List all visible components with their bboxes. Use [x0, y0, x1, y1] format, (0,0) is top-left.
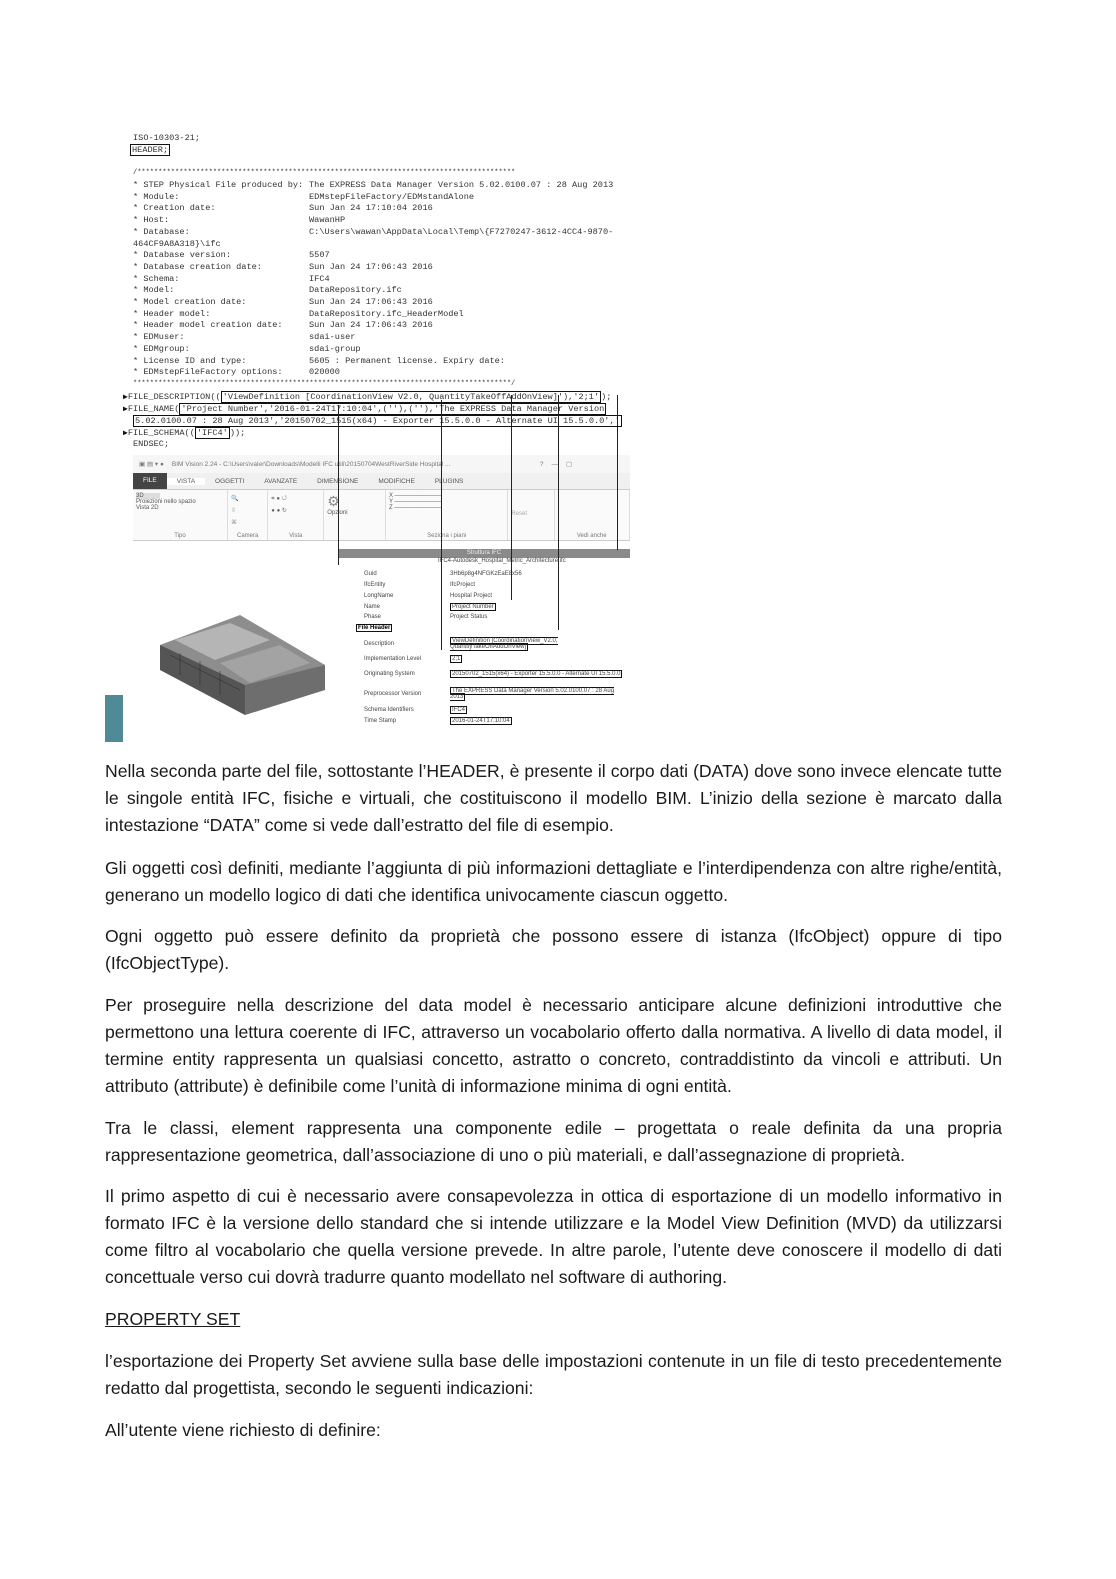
property-value: Hospital Project [450, 592, 493, 599]
entry-key: * Model creation date: [133, 297, 247, 308]
ribbon [133, 490, 630, 541]
paragraph-properties: Ogni oggetto può essere definito da proprietà che possono essere di istanza (IfcObject) oppure di tipo (IfcObjectType). [105, 926, 1002, 973]
group-seziona [386, 490, 508, 540]
group-camera [228, 490, 268, 540]
code-header-entry [133, 203, 613, 215]
entry-key: * Database version: [133, 250, 231, 261]
entry-key: * Module: [133, 191, 180, 202]
code-file-description: FILE_DESCRIPTION(( [127, 392, 221, 402]
property-value: 20150702_1515(x64) - Exporter 15.5.0.0 - Alternate UI 15.5.0.0 [452, 671, 621, 678]
tree-row[interactable] [338, 715, 630, 726]
property-label: LongName [364, 592, 394, 599]
entry-key: * Header model creation date: [133, 320, 283, 331]
title-bar [133, 455, 630, 473]
paragraph-definitions: Per proseguire nella descrizione del data model è necessario anticipare alcune definizioni introduttive che permettono una lettura coerente di IFC, attraverso un vocabolario offerto dalla normativa. A livello di data model, il termine entity rappresenta un qualsiasi concetto, astratto o concreto, contraddistinto da vincoli e attributi. Un attributo (attribute) è definibile come l’unità di informazione minima di ogni entità. [105, 995, 1002, 1096]
entry-key: * STEP Physical File produced by: [133, 180, 304, 190]
arrow-icon: ▶ [123, 429, 128, 438]
code-file-name-value-2: 5.02.0100.07 : 28 Aug 2013','20150702_1515(x64) - Exporter 15.5.0.0 - Alternate UI 15.5.0.0',' [135, 416, 620, 426]
group-label: Vedi anche [576, 533, 607, 539]
property-value: 2;1 [452, 655, 461, 662]
property-value: IFC4 [452, 706, 466, 713]
slider-y[interactable]: Y ─────────── [388, 499, 442, 505]
tab-file[interactable]: FILE [133, 473, 167, 489]
entry-key: * License ID and type: [133, 355, 247, 366]
property-value: The EXPRESS Data Manager Version 5.02.0100.07 : 28 Aug 2013 [450, 688, 615, 701]
group-vista [268, 490, 324, 540]
entry-value: Sun Jan 24 17:10:04 2016 [309, 203, 433, 214]
tree-file[interactable]: IFC4-Autodesk_Hospital_Metric_Architecture.ifc [438, 558, 566, 564]
group-label: Vista [289, 533, 303, 539]
code-punct: )); [229, 428, 246, 438]
connector-line [617, 395, 618, 550]
paragraph-property-set: l’esportazione dei Property Set avviene sulla base delle impostazioni contenute in un file di testo precedentemente redatto dal progettista, secondo le seguenti indicazioni: [105, 1351, 1002, 1398]
options-button[interactable]: Opzioni [327, 510, 348, 516]
options-gear-icon[interactable]: ⚙ [327, 493, 340, 509]
tree-row[interactable] [338, 601, 630, 612]
paragraph-mvd: Il primo aspetto di cui è necessario avere consapevolezza in ottica di esportazione di un modello informativo in formato IFC è la versione dello standard che si intende utilizzare e la Model View Definition (MVD) da utilizzarsi come filtro al vocabolario che quella versione prevede. In altre parole, l’utente deve conoscere il modello di dati concettuale verso cui dovrà tradurre quanto modellato nel software di authoring. [105, 1186, 1002, 1287]
code-header-entry [133, 297, 613, 309]
view-orient-icons[interactable]: ⌗ ● ↺ ● ● ↻ [271, 496, 287, 514]
property-value: Project Number [452, 603, 494, 610]
tab-vista[interactable]: VISTA [167, 478, 205, 485]
projection-button[interactable]: Proiezioni nello spazio [136, 499, 196, 505]
ifc-header-figure [105, 130, 630, 742]
group-label: Seziona i piani [427, 533, 467, 539]
property-label: IfcEntity [364, 581, 386, 588]
property-value: ViewDefinition [CoordinationView_V2.0, QuantityTakeOffAddOnView] [450, 637, 558, 650]
connector-line [441, 400, 442, 650]
property-label: Time Stamp [364, 717, 397, 724]
arrow-icon: ▶ [123, 405, 128, 414]
tree-row[interactable] [338, 569, 630, 580]
tree-row[interactable] [338, 664, 630, 684]
paragraph-data-section: Nella seconda parte del file, sottostante l’HEADER, è presente il corpo dati (DATA) dove sono invece elencate tutte le singole entità IFC, fisiche e virtuali, che costituiscono il modello BIM. L’inizio della sezione è marcato dalla intestazione “DATA” come si vede dall’estratto del file di esempio. [105, 761, 1002, 835]
code-header-entry [133, 285, 613, 297]
property-label: Originating System [364, 671, 415, 678]
code-header-entry [133, 274, 613, 286]
paragraph-element: Tra le classi, element rappresenta una componente edile – progettata o reale definita da una propria rappresentazione geometrica, dall’associazione di uno o più materiali, e dall’assegnazione di proprietà. [105, 1118, 1002, 1165]
maximize-button[interactable]: ▢ [566, 461, 573, 468]
property-value: Project Status [450, 614, 488, 621]
code-file-schema-value: 'IFC4' [196, 428, 228, 438]
minimize-button[interactable]: — [551, 460, 559, 468]
window-title: BIM Vision 2.24 - C:\Users\valer\Downloads\Modelli IFC utili\20150704WestRiverSide Hospital ... [171, 460, 451, 468]
axis-label: Z [388, 505, 393, 511]
tab-dimensione[interactable]: DIMENSIONE [317, 477, 359, 485]
code-header-entry [133, 332, 613, 344]
tree-row[interactable] [338, 704, 630, 715]
code-endsec: ENDSEC; [133, 439, 170, 449]
entry-value: The EXPRESS Data Manager Version 5.02.0100.07 : 28 Aug 2013 [309, 180, 614, 190]
entry-key: * Model: [133, 285, 175, 296]
section-file-header[interactable]: File Header [358, 625, 391, 632]
tree-row[interactable] [338, 684, 630, 704]
entry-value: DataRepository.ifc_HeaderModel [309, 308, 464, 319]
entry-key: 464CF9A8A318}\ifc [133, 238, 221, 249]
code-header-entry [133, 192, 613, 204]
building-3d-model-image [150, 605, 330, 725]
code-header-entry [133, 239, 613, 251]
tree-row[interactable] [338, 612, 630, 623]
entry-value: sdai-user [309, 332, 356, 343]
code-header-entry [133, 356, 613, 368]
entry-key: * Schema: [133, 273, 180, 284]
entry-key: * EDMuser: [133, 332, 185, 343]
property-label: Phase [364, 614, 382, 621]
code-header-entries [133, 180, 613, 379]
slider-z[interactable]: Z ─────────── [388, 505, 442, 511]
tree-row[interactable] [338, 590, 630, 601]
property-value: 3Hb6p8g4NFGKzEaE8x56 [450, 571, 522, 578]
code-iso-line: ISO-10303-21; [133, 133, 201, 143]
ifc-structure-panel [338, 549, 630, 742]
axis-label: X [388, 493, 393, 499]
code-header-entry [133, 262, 613, 274]
entry-value: Sun Jan 24 17:06:43 2016 [309, 320, 433, 331]
code-header-entry [133, 250, 613, 262]
entry-key: * EDMstepFileFactory options: [133, 367, 283, 378]
view-3d-button[interactable]: 3D [136, 493, 160, 499]
entry-key: * Database creation date: [133, 261, 262, 272]
tab-modifiche[interactable]: MODIFICHE [378, 477, 415, 485]
property-label: Name [364, 603, 381, 610]
tab-plugins[interactable]: PLUGINS [434, 477, 464, 485]
toolbar-icons: ▣ ▤ ▾ ● [139, 461, 164, 468]
code-header-entry [133, 180, 613, 192]
code-header-keyword: HEADER; [132, 145, 169, 155]
entry-value: sdai-group [309, 343, 361, 354]
decorative-bar [105, 695, 123, 742]
entry-key: * EDMgroup: [133, 343, 190, 354]
paragraph-objects: Gli oggetti così definiti, mediante l’aggiunta di più informazioni dettagliate e l’interdipendenza con altre righe/entità, generano un modello logico di dati che identifica univocamente ciascun oggetto. [105, 858, 1002, 905]
group-opzioni [324, 490, 386, 540]
tab-avanzate[interactable]: AVANZATE [264, 477, 298, 485]
entry-key: * Creation date: [133, 203, 216, 214]
help-button[interactable]: ? [539, 460, 544, 468]
code-stars-top: /****************************************************************************************** [133, 169, 516, 177]
entry-key: * Header model: [133, 308, 211, 319]
code-stars-bottom: ******************************************************************************************/ [133, 380, 516, 388]
entry-value: C:\Users\wawan\AppData\Local\Temp\{F7270247-3612-4CC4-9870- [309, 226, 614, 237]
tree-row[interactable] [338, 634, 630, 654]
group-label: Camera [236, 533, 259, 539]
axis-label: Y [388, 499, 393, 505]
property-label: Guid [364, 571, 377, 578]
group-tipo [133, 490, 228, 540]
tab-oggetti[interactable]: OGGETTI [215, 477, 245, 485]
entry-value: 5605 : Permanent license. Expiry date: [309, 355, 505, 366]
heading-property-set: PROPERTY SET [105, 1309, 241, 1329]
property-label: Implementation Level [364, 655, 422, 662]
connector-line [338, 405, 339, 565]
property-label: Description [364, 640, 395, 647]
code-file-schema: FILE_SCHEMA(( [127, 428, 195, 438]
entry-value: IFC4 [309, 273, 330, 284]
tree-row[interactable] [338, 580, 630, 591]
view-2d-button[interactable]: Vista 2D [136, 505, 159, 511]
entry-value: Sun Jan 24 17:06:43 2016 [309, 261, 433, 272]
connector-line [511, 395, 512, 600]
slider-x[interactable]: X ─────────── [388, 493, 442, 499]
code-header-entry [133, 227, 613, 239]
code-header-entry [133, 320, 613, 332]
property-label: Schema Identifiers [364, 706, 414, 713]
entry-value: DataRepository.ifc [309, 285, 402, 296]
panel-header: Struttura IFC [338, 549, 630, 558]
property-label: Preprocessor Version [364, 691, 422, 698]
code-file-description-value: 'ViewDefinition [CoordinationView V2.0, QuantityTakeOffAddOnView]'),'2;1' [222, 392, 600, 402]
entry-value: Sun Jan 24 17:06:43 2016 [309, 297, 433, 308]
code-punct: ); [601, 392, 612, 402]
group-vedi-anche [555, 490, 630, 540]
code-header-entry [133, 215, 613, 227]
entry-value: EDMstepFileFactory/EDMstandAlone [309, 191, 475, 202]
arrow-icon: ▶ [123, 393, 128, 402]
entry-value: 020000 [309, 367, 340, 378]
camera-icons[interactable]: 🔍 ⇳ ⌘ [231, 496, 239, 526]
code-header-entry [133, 367, 613, 379]
connector-line [558, 395, 559, 630]
paragraph-define: All’utente viene richiesto di definire: [105, 1420, 381, 1440]
ribbon-tabs [133, 473, 630, 490]
property-value: 2016-01-24T17:10:04 [452, 717, 510, 724]
entry-value: 5507 [309, 250, 330, 261]
code-file-name-value: 'Project Number','2016-01-24T17:10:04',(''),(''),'The EXPRESS Data Manager Version [181, 404, 605, 414]
entry-value: WawanHP [309, 215, 346, 226]
code-header-entry [133, 344, 613, 356]
group-label: Tipo [174, 533, 186, 539]
reset-button[interactable]: Reset [511, 511, 528, 517]
entry-key: * Database: [133, 226, 190, 237]
code-file-name: FILE_NAME( [127, 404, 180, 414]
group-reset [508, 490, 554, 540]
entry-key: * Host: [133, 215, 170, 226]
tree-row[interactable] [338, 654, 630, 665]
property-value: IfcProject [450, 581, 476, 588]
code-header-entry [133, 309, 613, 321]
